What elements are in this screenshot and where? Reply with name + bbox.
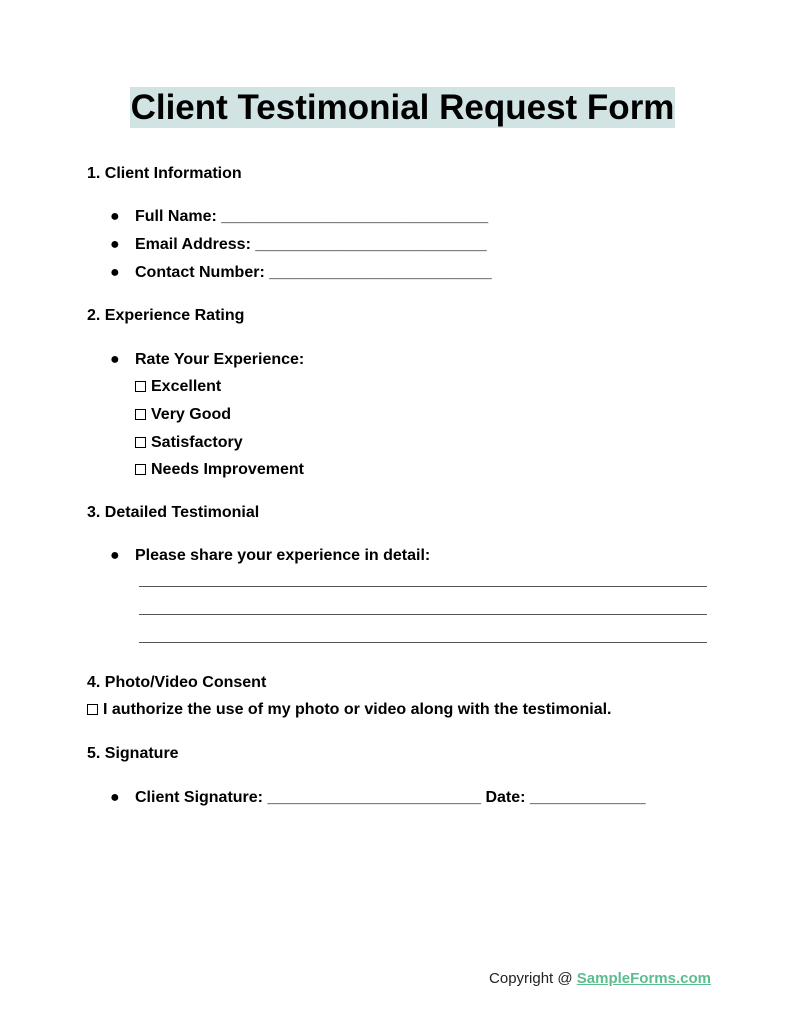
- option-label: Excellent: [151, 378, 222, 395]
- consent-checkbox-row[interactable]: [87, 700, 611, 720]
- page-title: Client Testimonial Request Form: [130, 88, 675, 127]
- bullet-icon: ●: [110, 236, 120, 253]
- checkbox-icon[interactable]: [135, 437, 146, 448]
- option-label: Very Good: [151, 406, 232, 423]
- rating-prompt: Rate Your Experience:: [135, 351, 305, 368]
- bullet-icon: ●: [110, 547, 120, 564]
- rating-option-needs-improvement[interactable]: [135, 460, 304, 480]
- section-heading-signature: 5. Signature: [87, 745, 179, 762]
- testimonial-prompt: Please share your experience in detail:: [135, 547, 431, 564]
- checkbox-icon[interactable]: [87, 704, 98, 715]
- contact-number-field[interactable]: Contact Number: _________________________: [135, 264, 492, 281]
- copyright: [489, 969, 711, 989]
- bullet-icon: ●: [110, 264, 120, 281]
- testimonial-line-2[interactable]: [139, 614, 707, 615]
- rating-option-very-good[interactable]: [135, 405, 231, 425]
- email-field[interactable]: Email Address: __________________________: [135, 236, 487, 253]
- option-label: Satisfactory: [151, 434, 243, 451]
- bullet-icon: ●: [110, 208, 120, 225]
- consent-statement: I authorize the use of my photo or video along with the testimonial.: [103, 701, 612, 718]
- title-wrap: [0, 87, 805, 128]
- copyright-prefix: Copyright @: [489, 970, 577, 987]
- brand-link[interactable]: SampleForms.com: [576, 970, 711, 987]
- rating-option-satisfactory[interactable]: [135, 433, 243, 453]
- section-heading-rating: 2. Experience Rating: [87, 307, 245, 324]
- section-heading-consent: 4. Photo/Video Consent: [87, 674, 267, 691]
- checkbox-icon[interactable]: [135, 464, 146, 475]
- bullet-icon: ●: [110, 351, 120, 368]
- checkbox-icon[interactable]: [135, 381, 146, 392]
- rating-option-excellent[interactable]: [135, 377, 221, 397]
- section-heading-testimonial: 3. Detailed Testimonial: [87, 504, 260, 521]
- option-label: Needs Improvement: [151, 461, 304, 478]
- checkbox-icon[interactable]: [135, 409, 146, 420]
- section-heading-client-info: 1. Client Information: [87, 165, 242, 182]
- bullet-icon: ●: [110, 789, 120, 806]
- testimonial-line-1[interactable]: [139, 586, 707, 587]
- testimonial-line-3[interactable]: [139, 642, 707, 643]
- full-name-field[interactable]: Full Name: ______________________________: [135, 208, 489, 225]
- signature-date-field[interactable]: Client Signature: ________________________ Date: _____________: [135, 789, 646, 806]
